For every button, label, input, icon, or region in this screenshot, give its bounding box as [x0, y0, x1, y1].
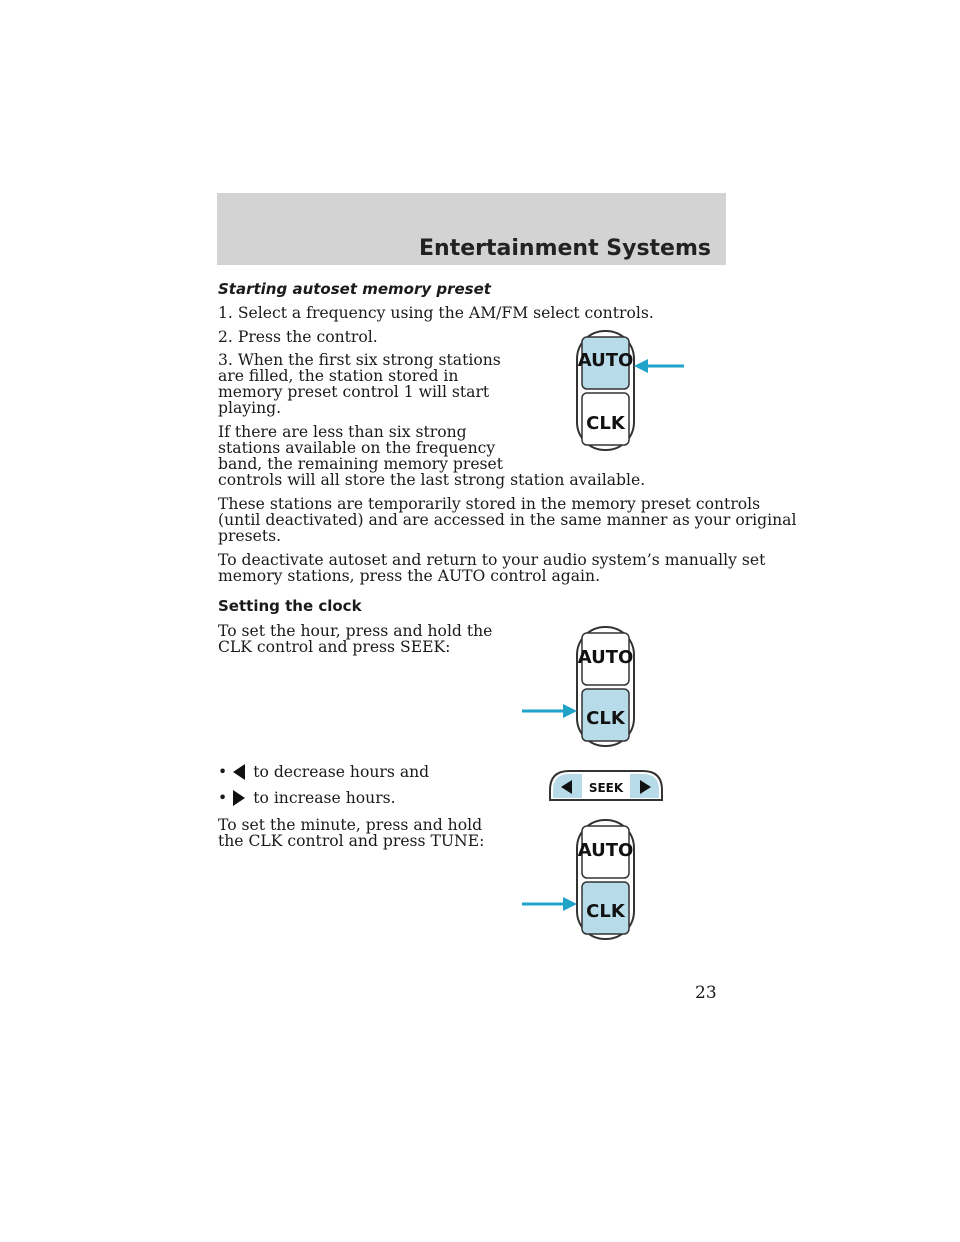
clock-minute-line-1: To set the minute, press and hold [218, 816, 483, 834]
clk-label: CLK [586, 413, 625, 434]
section-header-band [217, 193, 726, 265]
bullet-increase-text: to increase hours. [253, 789, 396, 807]
auto-clk-figure-clk-highlighted-minute [519, 817, 639, 943]
autoset-step-3-line-1: 3. When the first six strong stations [218, 351, 501, 369]
seek-right-arrow-icon [233, 790, 245, 806]
autoset-para-1-line-3: band, the remaining memory preset [218, 455, 504, 473]
page-number: 23 [695, 983, 717, 1003]
seek-label: SEEK [588, 781, 624, 795]
pointer-arrow-icon [563, 897, 577, 911]
auto-label: AUTO [577, 840, 634, 861]
autoset-para-2-line-2: (until deactivated) and are accessed in the same manner as your original [218, 511, 797, 529]
clk-label: CLK [586, 708, 625, 729]
auto-clk-figure-auto-highlighted [566, 328, 696, 454]
autoset-step-2: 2. Press the control. [218, 328, 378, 346]
bullet-increase-hours [218, 789, 396, 807]
auto-clk-figure-clk-highlighted-hour [519, 624, 639, 750]
autoset-para-1-line-1: If there are less than six strong [218, 423, 467, 441]
autoset-heading: Starting autoset memory preset [218, 280, 491, 298]
autoset-para-1-line-4: controls will all store the last strong station available. [218, 471, 646, 489]
pointer-arrow-icon [563, 704, 577, 718]
autoset-step-3-line-3: memory preset control 1 will start [218, 383, 490, 401]
autoset-para-2-line-3: presets. [218, 527, 282, 545]
clock-hour-line-2: CLK control and press SEEK: [218, 638, 451, 656]
bullet-dot: • [218, 789, 228, 807]
autoset-para-1-line-2: stations available on the frequency [218, 439, 496, 457]
bullet-dot: • [218, 763, 228, 781]
autoset-para-3-line-1: To deactivate autoset and return to your audio system’s manually set [218, 551, 766, 569]
seek-left-arrow-icon [233, 764, 245, 780]
autoset-para-2-line-1: These stations are temporarily stored in the memory preset controls [218, 495, 761, 513]
auto-label: AUTO [577, 350, 634, 371]
bullet-decrease-text: to decrease hours and [253, 763, 430, 781]
autoset-step-1: 1. Select a frequency using the AM/FM select controls. [218, 304, 654, 322]
section-title: Entertainment Systems [419, 236, 711, 261]
clock-minute-line-2: the CLK control and press TUNE: [218, 832, 485, 850]
autoset-step-3-line-2: are filled, the station stored in [218, 367, 459, 385]
clk-label: CLK [586, 901, 625, 922]
bullet-decrease-hours [218, 763, 429, 781]
auto-label: AUTO [577, 647, 634, 668]
clock-heading: Setting the clock [218, 597, 362, 615]
autoset-para-3-line-2: memory stations, press the AUTO control again. [218, 567, 601, 585]
autoset-step-3-line-4: playing. [218, 399, 282, 417]
clock-hour-line-1: To set the hour, press and hold the [218, 622, 493, 640]
pointer-arrow-icon [634, 359, 648, 373]
seek-control-figure [547, 768, 665, 804]
